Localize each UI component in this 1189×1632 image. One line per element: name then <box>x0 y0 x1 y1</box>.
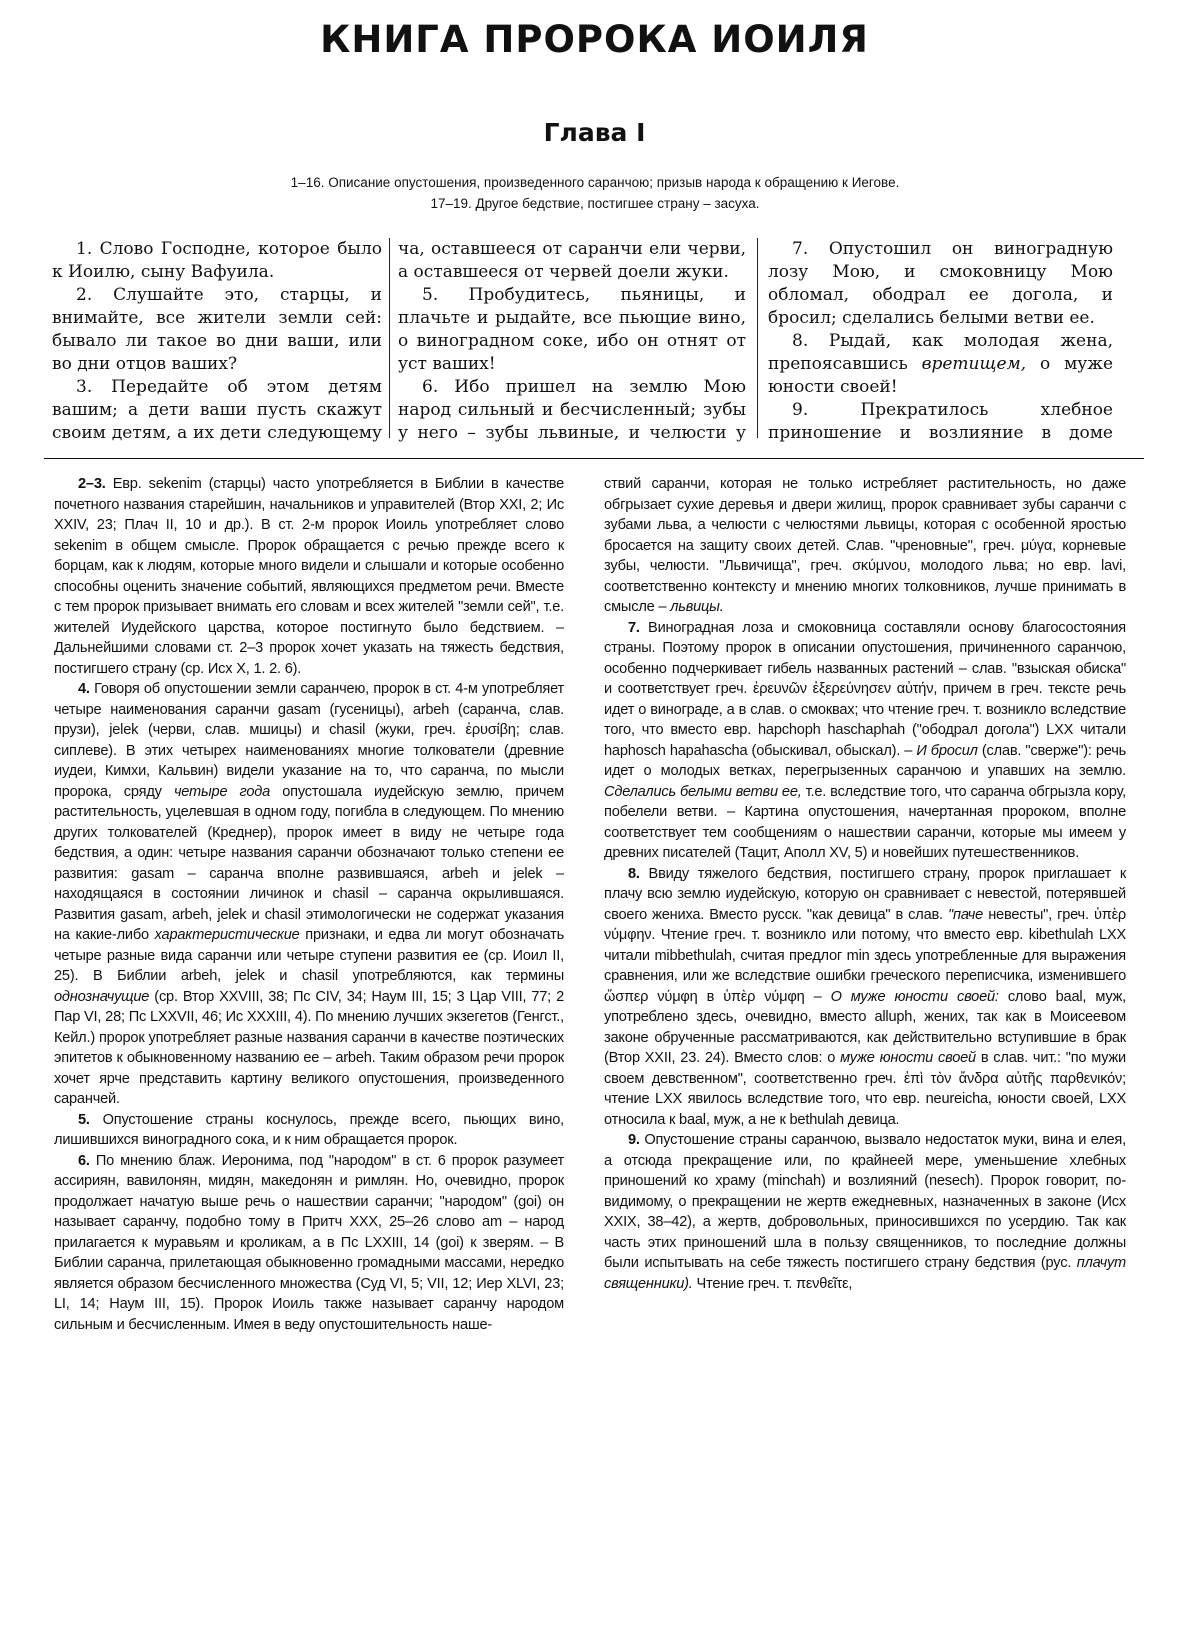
verse-6: 6. Ибо пришел на землю Мою народ сильный и бесчисленный; зубы у него – зубы львиные, и челюсти у <box>398 377 746 443</box>
commentary-text: (ср. Втор XXVIII, 38; Пс CIV, 34; Наум III, 15; 3 Цар VIII, 77; 2 Пар VI, 28; Пс LXXVII, 46; Ис XXXIII, 4). По мнению лучших экзегетов (Генгст., Кейл.) пророк употребляет разные названия саранчи в качестве поэтических эпитетов к обыкновенному названию ее – arbeh. Таким образом речи пророк хочет ярче представить картину великого опустошения, произведенного саранчей. <box>54 988 564 1107</box>
verse-4-end: ча, оставшееся от саранчи ели черви, а оставшееся от червей доели жуки. <box>398 239 746 282</box>
verse-8 <box>768 330 1113 399</box>
commentary-6-continued <box>604 474 1126 618</box>
commentary-left-column <box>54 474 564 1594</box>
commentary-number: 8. <box>628 865 640 882</box>
commentary-text: т.е. вследствие того, что саранча обгрызла кору, побелели ветви. – Картина опустошения, начертанная пророком, вполне соответствует тем сообщениям о нашествии саранчи, которые мы имеем у древних писателей (Тацит, Аполл XV, 5) и новейших путешественников. <box>604 783 1126 861</box>
commentary-text: Ввиду тяжелого бедствия, постигшего страну, пророк приглашает к плачу всю землю иудейскую, которую он сравнивает с невестой, потерявшей своего жениха. Вместо русск. "как девица" в слав. <box>604 865 1126 923</box>
commentary-4 <box>54 679 564 1110</box>
commentary-text: опустошала иудейскую землю, причем растительность, уцелевшая в одном году, погибла в следующем. По мнению других толкователей (Креднер), пророк имеет в виду не четыре года бедствия, а один: четыре названия саранчи обозначают только степени ее развития: gasam – саранча вполне развившаяся, arbeh и jelek – находящаяся в состоянии личинок и chasil – саранча окрылившаяся. Развития gasam, arbeh, jelek и chasil этимологически не содержат указания на какие-либо <box>54 783 564 943</box>
commentary-5 <box>54 1110 564 1151</box>
verse-column-2 <box>398 238 746 444</box>
commentary-number: 5. <box>78 1111 90 1128</box>
commentary-emphasis: И бросил <box>916 742 978 759</box>
commentary-number: 7. <box>628 619 640 636</box>
commentary-emphasis: характеристические <box>154 927 300 943</box>
commentary-number: 2–3. <box>78 476 106 492</box>
verse-columns <box>0 238 1189 444</box>
section-divider <box>44 458 1144 459</box>
commentary-emphasis: Сделались белыми ветви ее, <box>604 783 802 800</box>
commentary-text: ствий саранчи, которая не только истребляет растительность, но даже обгрызает сухие деревья и двери жилищ, пророк сравнивает зубы саранчи с зубами льва, а челюсти с челюстями львицы, которая с особенной яростью бросается на защиту своих детей. Слав. "чреновные", греч. μύγα, корневые зубы, челюсти. "Львичища", греч. σκύμνου, молодого льва; но евр. lavi, соответственно контексту и мнению многих толковников, лучше принимать в смысле – <box>604 476 1126 615</box>
verse-column-1 <box>52 238 382 444</box>
commentary-text: невесты", греч. ὑπὲρ νύμφην. Чтение греч. т. возникло или потому, что вместо евр. kibethulah LXX читали mibbethulah, считая предлог min здесь употребленные для выражения сравнения, или же вследствие ошибки греческого переписчика, изменившего ὥσπερ νύμφη в ὑπὲρ νύμφη – <box>604 906 1126 1005</box>
commentary-emphasis: "паче <box>948 906 984 923</box>
summary-line-1: 1–16. Описание опустошения, произведенного саранчою; призыв народа к обращению к Иегове. <box>290 175 900 190</box>
commentary-text: (слав. "сверже"): речь идет о молодых ветках, перегрызенных саранчою и упавших на землю. <box>604 742 1126 779</box>
verse-9-start: 9. Прекратилось хлебное приношение и возлияние в доме <box>768 400 1113 443</box>
commentary-text: Опустошение страны коснулось, прежде всего, пьющих вино, лишившихся виноградного сока, и к ним обращается пророк. <box>54 1111 564 1148</box>
commentary-right-column <box>604 474 1126 1594</box>
commentary-emphasis: О муже юности своей: <box>830 988 999 1005</box>
commentary-text: Евр. sekenim (старцы) часто употребляется в Библии в качестве почетного названия старейшин, начальников и управителей (Втор XXI, 2; Ис XXIV, 23; Плач II, 10 и др.). В ст. 2-м пророк Иоиль употребляет слово sekenim в общем смысле. Пророк обращается с речью прежде всего к борцам, как к людям, которые много видели и слышали и которые особенно способны оценить значение событий, являющихся предметом речи. Вместе с тем пророк призывает внимать его словам и всех жителей "земли сей", т.е. жителей Иудейского царства, которое постигнуто было бедствием. – Дальнейшими словами ст. 2–3 пророк хочет указать на тяжесть бедствия, постигшего страну (ср. Исх X, 1. 2. 6). <box>54 476 564 677</box>
commentary-text: Виноградная лоза и смоковница составляли основу благосостояния страны. Поэтому пророк в описании опустошения, причиненного саранчою, особенно подчеркивает гибель названных растений – слав. "взыская обиска" и соответствует греч. ἐρευνῶν ἐξερεύνησεν αὐτήν, причем в греч. тексте речь идет о винограде, а в слав. о смоквах; что чтение греч. т. возникло вследствие того, что вместо евр. hapchoph haschaphah ("ободрал догола") LXX читали haphosch hapahascha (обыскивал, обыскал). – <box>604 619 1126 759</box>
verse-8-emphasis: вретищем, <box>921 354 1027 374</box>
verse-7: 7. Опустошил он виноградную лозу Мою, и смоковницу Мою обломал, ободрал ее догола, и бросил; сделались белыми ветви ее. <box>768 239 1113 328</box>
summary-line-2: 17–19. Другое бедствие, постигшее страну – засуха. <box>430 196 760 211</box>
commentary-emphasis: четыре года <box>173 783 271 800</box>
commentary-7 <box>604 618 1126 864</box>
column-divider-1 <box>389 238 390 438</box>
commentary-text: в слав. чит.: "по мужи своем девственном", соответственно греч. ἐπὶ τὸν ἄνδρα αὐτῆς παρθενικόν; чтение LXX явилось вследствие того, что евр. neureicha, юности своей, LXX относила к baal, муж, а не к bethulah девица. <box>604 1050 1126 1128</box>
verse-5: 5. Пробудитесь, пьяницы, и плачьте и рыдайте, все пьющие вино, о виноградном соке, ибо он отнят от уст ваших! <box>398 285 746 374</box>
verse-8-text-a: 8. Рыдай, как молодая жена, препоясавшись <box>768 331 1113 374</box>
verse-3: 3. Передайте об этом детям вашим; а дети ваши пусть скажут своим детям, а их дети следующему <box>52 377 382 443</box>
commentary-text: Чтение греч. т. πενθεῖτε, <box>696 1275 853 1292</box>
commentary-emphasis: муже юности своей <box>840 1050 976 1066</box>
commentary-text: слово baal, муж, употреблено здесь, очевидно, вместо alluph, жених, так как в Моисеевом законе обрученные рассматриваются, как действительно вступившие в брак (Втор XXII, 23. 24). Вместо слов: о <box>604 988 1126 1066</box>
commentary-number: 6. <box>78 1152 90 1169</box>
commentary-emphasis: львицы. <box>670 599 724 615</box>
verse-column-3 <box>768 238 1113 444</box>
commentary-text: По мнению блаж. Иеронима, под "народом" в ст. 6 пророк разумеет ассириян, вавилонян, мидян, македонян и римлян. Но, очевидно, пророк продолжает начатую выше речь о нашествии саранчи; "народом" (goi) он называет саранчу, подобно тому в Притч XXX, 25–26 слово am – народ прилагается к муравьям и кроликам, а в Пс LXXIII, 14 (goi) к зверям. – В Библии саранча, прилетающая обыкновенно громадными массами, нередко является образом бесчисленного множества (Суд VI, 5; VII, 12; Иер XLVI, 23; LI, 14; Наум III, 15). Пророк Иоиль также называет саранчу народом сильным и бесчисленным. Имея в веду опустошительность наше- <box>54 1152 564 1333</box>
commentary-text: Опустошение страны саранчою, вызвало недостаток муки, вина и елея, а отсюда прекращение или, по крайнеей мере, уменьшение хлебных приношений ко храму (minchah) и возлияний (nesech). Пророк говорит, по-видимому, о прекращении не жертв ежедневных, назначенных в законе (Исх XXIX, 38–42), а жертв, добровольных, приносившихся по усердию. Так как часть этих приношений шла в пользу священников, то последние должны были испытывать на себе тяжесть постигшего страну бедствия (рус. <box>604 1132 1126 1271</box>
commentary-6 <box>54 1151 564 1336</box>
commentary-number: 9. <box>628 1132 640 1148</box>
commentary-text: признаки, и едва ли могут обозначать четыре разные вида саранчи или четыре ступени развития ее (ср. Иоил II, 25). В Библии arbeh, jelek и chasil употребляются, как термины <box>54 927 564 984</box>
commentary-number: 4. <box>78 681 90 697</box>
commentary-emphasis: однозначущие <box>54 988 150 1005</box>
verse-2: 2. Слушайте это, старцы, и внимайте, все жители земли сей: бывало ли такое во дни ваши, или во дни отцов ваших? <box>52 285 382 374</box>
chapter-title: Глава I <box>543 118 646 147</box>
commentary-8 <box>604 864 1126 1131</box>
chapter-summary <box>180 172 1010 214</box>
column-divider-2 <box>757 238 758 438</box>
verse-1: 1. Слово Господне, которое было к Иоилю, сыну Вафуила. <box>52 239 382 282</box>
verse-8-text-b: о муже юности своей! <box>768 354 1113 397</box>
commentary-2-3 <box>54 474 564 679</box>
commentary-text: Говоря об опустошении земли саранчею, пророк в ст. 4-м употребляет четыре наименования саранчи gasam (гусеницы), arbeh (саранча, слав. прузи), jelek (черви, слав. мшицы) и chasil (жуки, греч. ἐρυσίβη; слав. сиплеве). В этих четырех наименованиях многие толкователи (древние иудеи, Кимхи, Кальвин) видели указание на то, что саранча, по мысли пророка, сряду <box>54 681 564 800</box>
book-title: КНИГА ПРОРОКА ИОИЛЯ <box>320 18 869 61</box>
commentary-9 <box>604 1130 1126 1294</box>
commentary-emphasis: плачут священники). <box>604 1255 1126 1292</box>
